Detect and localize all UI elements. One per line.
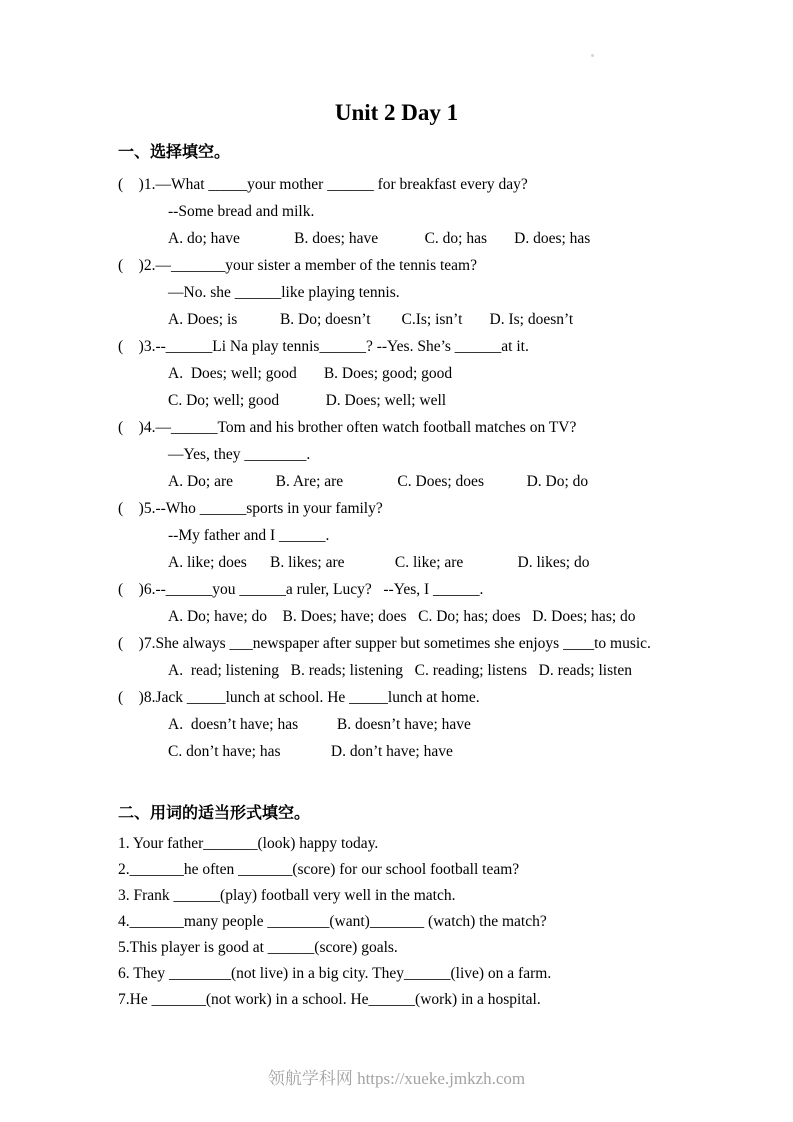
question-line: ( )5.--Who ______sports in your family? xyxy=(118,500,383,517)
section1-questions xyxy=(118,171,768,765)
question-line: ( )7.She always ___newspaper after supper but sometimes she enjoys ____to music. xyxy=(118,635,651,652)
worksheet-body xyxy=(118,142,768,1013)
fill-line: 1. Your father_______(look) happy today. xyxy=(118,835,379,852)
question-line: ( )2.—_______your sister a member of the tennis team? xyxy=(118,257,477,274)
answer-line: —Yes, they ________. xyxy=(168,446,311,463)
fill-line: 6. They ________(not live) in a big city. They______(live) on a farm. xyxy=(118,965,552,982)
question-line: ( )4.—______Tom and his brother often watch football matches on TV? xyxy=(118,419,577,436)
answer-line: --My father and I ______. xyxy=(168,527,330,544)
fill-line: 7.He _______(not work) in a school. He______(work) in a hospital. xyxy=(118,991,541,1008)
options-line: A. read; listening B. reads; listening C. reading; listens D. reads; listen xyxy=(168,662,633,679)
section2-questions xyxy=(118,831,768,1013)
options-line: A. Does; well; good B. Does; good; good xyxy=(168,365,453,382)
scan-artifact-dot xyxy=(591,54,594,57)
fill-line: 3. Frank ______(play) football very well in the match. xyxy=(118,887,456,904)
options-line: A. doesn’t have; has B. doesn’t have; have xyxy=(168,716,471,733)
fill-line: 5.This player is good at ______(score) goals. xyxy=(118,939,398,956)
options-line: A. Do; are B. Are; are C. Does; does D. Do; do xyxy=(168,473,589,490)
answer-line: --Some bread and milk. xyxy=(168,203,315,220)
answer-line: —No. she ______like playing tennis. xyxy=(168,284,400,301)
fill-line: 2._______he often _______(score) for our school football team? xyxy=(118,861,520,878)
options-line: C. Do; well; good D. Does; well; well xyxy=(168,392,447,409)
options-line: C. don’t have; has D. don’t have; have xyxy=(168,743,453,760)
section2-heading: 二、用词的适当形式填空。 xyxy=(118,805,311,822)
question-line: ( )8.Jack _____lunch at school. He _____lunch at home. xyxy=(118,689,480,706)
fill-line: 4._______many people ________(want)_______ (watch) the match? xyxy=(118,913,547,930)
footer-watermark: 领航学科网 https://xueke.jmkzh.com xyxy=(267,1069,526,1088)
question-line: ( )3.--______Li Na play tennis______? --Yes. She’s ______at it. xyxy=(118,338,529,355)
section1-heading: 一、选择填空。 xyxy=(118,144,231,161)
options-line: A. Does; is B. Do; doesn’t C.Is; isn’t D. Is; doesn’t xyxy=(168,311,574,328)
options-line: A. do; have B. does; have C. do; has D. does; has xyxy=(168,230,591,247)
page-title: Unit 2 Day 1 xyxy=(334,100,459,125)
question-line: ( )1.—What _____your mother ______ for breakfast every day? xyxy=(118,176,528,193)
options-line: A. Do; have; do B. Does; have; does C. Do; has; does D. Does; has; do xyxy=(168,608,636,625)
options-line: A. like; does B. likes; are C. like; are D. likes; do xyxy=(168,554,590,571)
question-line: ( )6.--______you ______a ruler, Lucy? --Yes, I ______. xyxy=(118,581,484,598)
